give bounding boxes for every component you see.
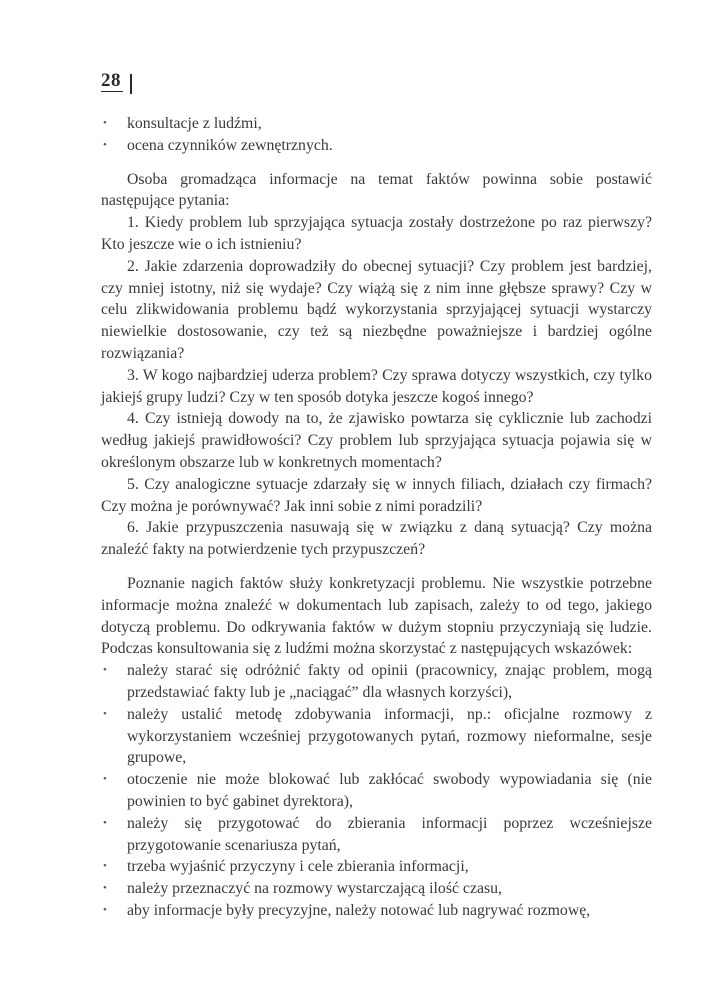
list-item-text: należy ustalić metodę zdobywania informacji, np.: oficjalne rozmowy z wykorzystaniem wcześniej przygotowanych pytań, rozmowy nieformalne, sesje grupowe,	[127, 705, 652, 767]
list-item-text: otoczenie nie może blokować lub zakłócać swobody wypowiadania się (nie powinien to być gabinet dyrektora),	[127, 771, 652, 810]
list-item	[101, 900, 652, 922]
list-item	[101, 769, 652, 813]
question-paragraph: 2. Jakie zdarzenia doprowadziły do obecnej sytuacji? Czy problem jest bardziej, czy mniej istotny, niż się wydaje? Czy wiążą się z nim inne głębsze sprawy? Czy w celu zlikwidowania problemu bądź wykorzystania sprzyjającej sytuacji wystarczy niewielkie dostosowanie, czy też są niezbędne poważniejsze i bardziej ogólne rozwiązania?	[101, 257, 652, 362]
intro-paragraph: Osoba gromadząca informacje na temat faktów powinna sobie postawić następujące pytania:	[101, 170, 652, 210]
list-item-text: należy starać się odróżnić fakty od opinii (pracownicy, znając problem, mogą przedstawiać fakty lub je „naciągać” dla własnych korzyści),	[127, 662, 652, 701]
list-item	[101, 813, 652, 857]
bullet-icon: •	[103, 664, 107, 677]
question-paragraph: 1. Kiedy problem lub sprzyjająca sytuacja zostały dostrzeżone po raz pierwszy? Kto jeszcze wie o ich istnieniu?	[101, 214, 652, 253]
question-paragraph: 6. Jakie przypuszczenia nasuwają się w związku z daną sytuacją? Czy można znaleźć fakty na potwierdzenie tych przypuszczeń?	[101, 519, 652, 559]
page-number-divider	[130, 74, 132, 94]
page-body	[101, 113, 652, 922]
list-item-text: konsultacje z ludźmi,	[127, 115, 262, 132]
list-item-text: aby informacje były precyzyjne, należy notować lub nagrywać rozmowę,	[127, 901, 591, 919]
list-item-text: należy przeznaczyć na rozmowy wystarczającą ilość czasu,	[127, 880, 502, 898]
list-item	[101, 856, 652, 878]
bullet-icon: •	[103, 903, 107, 916]
list-item	[101, 704, 652, 769]
bullet-icon: •	[103, 138, 107, 151]
spacer	[101, 561, 652, 573]
list-item	[101, 660, 652, 704]
list-item	[101, 135, 652, 157]
list-item-text: należy się przygotować do zbierania informacji poprzez wcześniejsze przygotowanie scenariusza pytań,	[127, 814, 652, 854]
page-number: 28	[101, 70, 121, 91]
bullet-icon: •	[103, 860, 107, 873]
list-item	[101, 878, 652, 900]
bullet-icon: •	[103, 117, 107, 129]
facts-paragraph: Poznanie nagich faktów służy konkretyzacji problemu. Nie wszystkie potrzebne informacje można znaleźć w dokumentach lub zapisach, zależy to od tego, jakiego dotyczą problemu. Do odkrywania faktów w dużym stopniu przyczyniają się ludzie. Podczas konsultowania się z ludźmi można skorzystać z następujących wskazówek:	[101, 574, 652, 658]
bullet-icon: •	[103, 816, 107, 829]
list-item	[101, 113, 652, 135]
question-paragraph: 3. W kogo najbardziej uderza problem? Czy sprawa dotyczy wszystkich, czy tylko jakiejś grupy ludzi? Czy w ten sposób dotyka jeszcze kogoś innego?	[101, 366, 652, 406]
list-item-text: ocena czynników zewnętrznych.	[127, 136, 333, 154]
bullet-icon: •	[103, 707, 107, 720]
bullet-icon: •	[103, 773, 107, 786]
question-paragraph: 5. Czy analogiczne sytuacje zdarzały się w innych filiach, działach czy firmach? Czy można je porównywać? Jak inni sobie z nimi poradzili?	[101, 475, 652, 515]
question-paragraph: 4. Czy istnieją dowody na to, że zjawisko powtarza się cyklicznie lub zachodzi według jakiejś prawidłowości? Czy problem lub sprzyjająca sytuacja pojawia się w określonym obszarze lub w konkretnych momentach?	[101, 410, 652, 471]
spacer	[101, 157, 652, 169]
bullet-icon: •	[103, 882, 107, 895]
list-item-text: trzeba wyjaśnić przyczyny i cele zbierania informacji,	[127, 858, 469, 876]
